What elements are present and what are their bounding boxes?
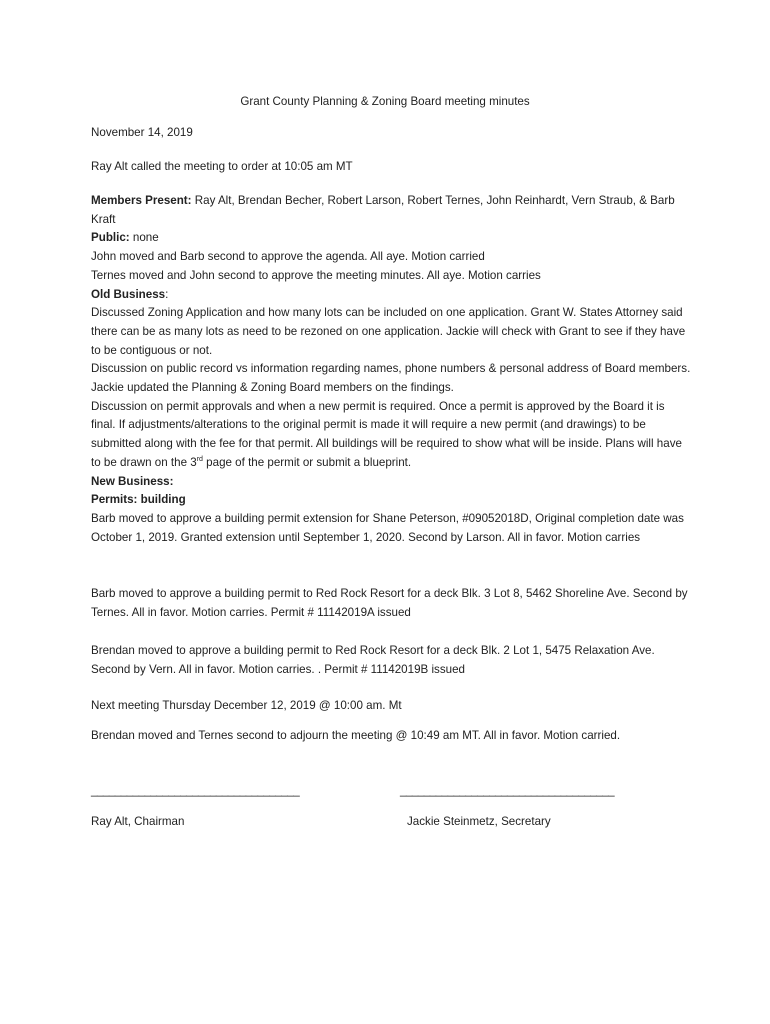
adjournment: Brendan moved and Ternes second to adjourn the meeting @ 10:49 am MT. All in favor. Motion carried. xyxy=(91,729,621,742)
old-business-paragraph xyxy=(91,398,691,473)
secretary-signature-line: ____________________________________ xyxy=(400,784,615,797)
old-business-paragraph: Discussed Zoning Application and how many lots can be included on one application. Grant W. States Attorney said there can be as many lots as need to be rezoned on one application. Jackie will check with Grant to see if they have to be contiguous or not. xyxy=(91,306,686,357)
permit-paragraph-text: Discussion on permit approvals and when a new permit is required. Once a permit is approved by the Board it is final. If adjustments/alterations to the original permit is made it will require a new permit (and drawings) to be submitted along with the fee for that permit. All buildings will be required to show what will be inside. Plans will have to be drawn on the 3 xyxy=(91,399,682,469)
secretary-name: Jackie Steinmetz, Secretary xyxy=(407,815,551,828)
next-meeting: Next meeting Thursday December 12, 2019 @ 10:00 am. Mt xyxy=(91,699,402,712)
members-present-label: Members Present: xyxy=(91,194,192,207)
old-business-label: Old Business xyxy=(91,287,166,301)
permit-motion: Barb moved to approve a building permit extension for Shane Peterson, #09052018D, Original completion date was October 1, 2019. Granted extension until September 1, 2020. Second by Larson. All in favor. Motion carries xyxy=(91,511,684,544)
permit-paragraph-tail: page of the permit or submit a blueprint. xyxy=(202,455,412,469)
new-business-heading: New Business: xyxy=(91,474,174,488)
document-title: Grant County Planning & Zoning Board meeting minutes xyxy=(240,95,530,108)
old-business-colon: : xyxy=(165,287,169,301)
permits-heading: Permits: building xyxy=(91,493,186,507)
motion-agenda: John moved and Barb second to approve the agenda. All aye. Motion carried xyxy=(91,250,485,264)
attendance-section xyxy=(91,192,691,547)
old-business-paragraph: Discussion on public record vs information regarding names, phone numbers & personal address of Board members. Jackie updated the Planning & Zoning Board members on the findings. xyxy=(91,362,691,395)
members-present xyxy=(91,192,691,229)
meeting-date: November 14, 2019 xyxy=(91,126,193,139)
chairman-name: Ray Alt, Chairman xyxy=(91,815,185,828)
public-label: Public: xyxy=(91,231,130,245)
public-attendance xyxy=(91,229,691,248)
old-business-heading xyxy=(91,286,691,305)
members-present-list: Ray Alt, Brendan Becher, Robert Larson, Robert Ternes, John Reinhardt, Vern Straub, & Barb Kraft xyxy=(91,194,675,226)
permit-motion: Barb moved to approve a building permit to Red Rock Resort for a deck Blk. 3 Lot 8, 5462 Shoreline Ave. Second by Ternes. All in favor. Motion carries. Permit # 11142019A issued xyxy=(91,587,688,619)
ordinal-superscript: rd xyxy=(196,455,203,463)
permit-motion: Brendan moved to approve a building permit to Red Rock Resort for a deck Blk. 2 Lot 1, 5475 Relaxation Ave. Second by Vern. All in favor. Motion carries. . Permit # 11142019B issued xyxy=(91,644,655,676)
motion-minutes: Ternes moved and John second to approve the meeting minutes. All aye. Motion carries xyxy=(91,268,541,282)
chairman-signature-line: ___________________________________ xyxy=(91,784,300,797)
public-value: none xyxy=(129,231,159,245)
call-to-order: Ray Alt called the meeting to order at 10:05 am MT xyxy=(91,160,353,173)
